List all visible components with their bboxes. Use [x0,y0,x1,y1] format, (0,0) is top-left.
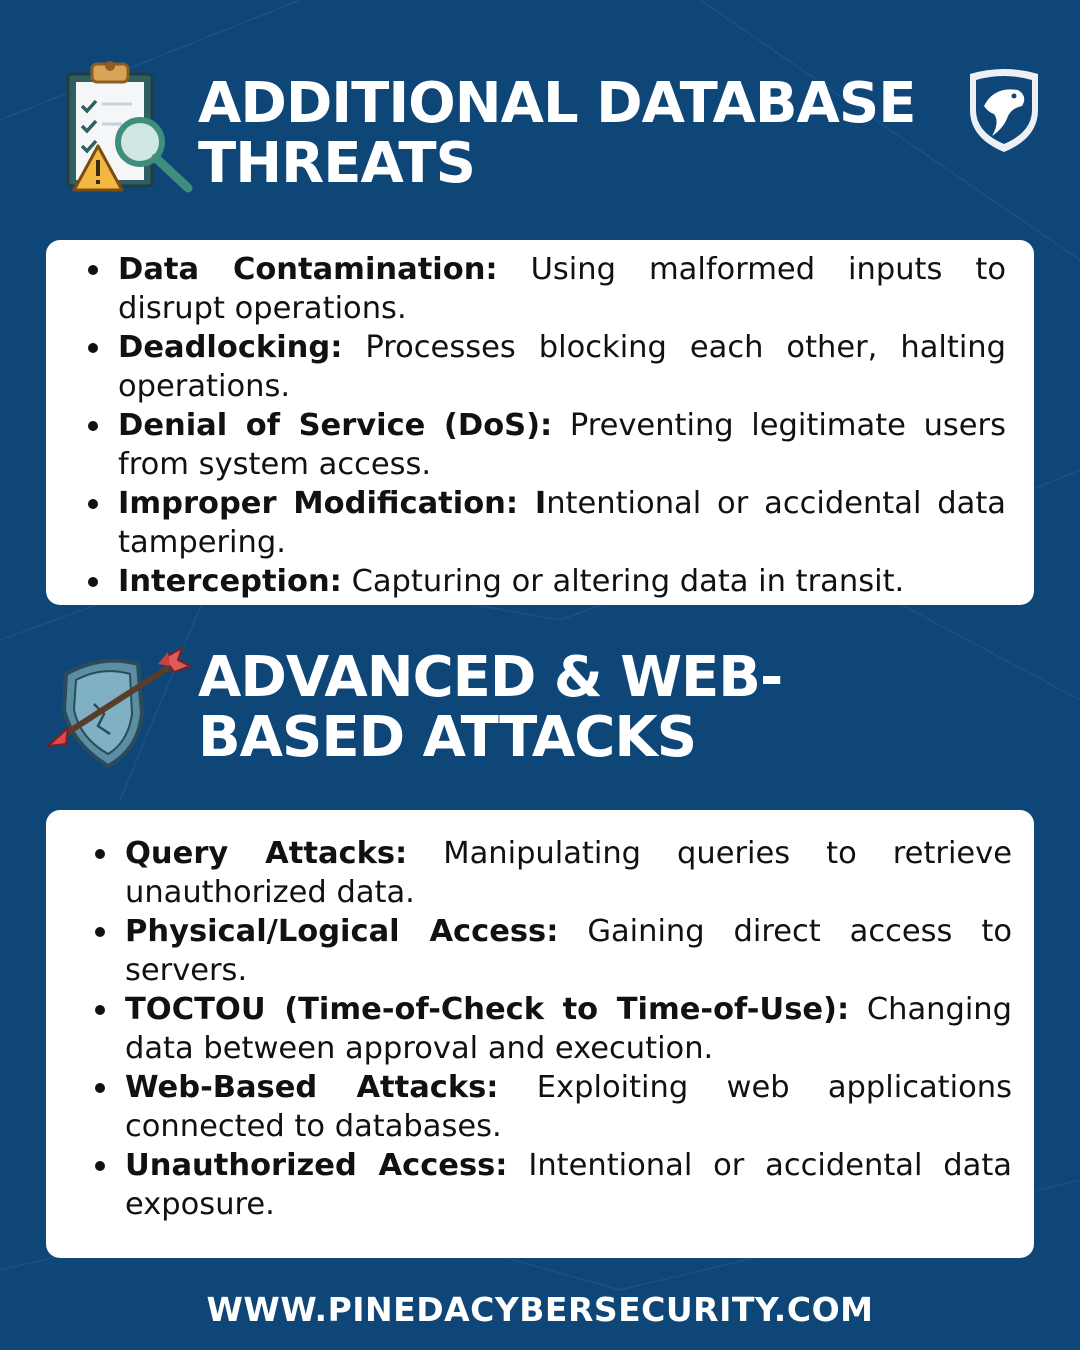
list-item [118,562,1006,601]
item-term: Deadlocking: [118,330,343,365]
list-item [118,250,1006,328]
item-term: Data Contamination: [118,252,498,287]
list-item [125,834,1012,912]
item-description: Manipulating queries to retrieve unauthorized data. [125,836,1012,910]
section-title-web-attacks [198,645,783,770]
list-item [125,990,1012,1068]
item-term: TOCTOU (Time-of-Check to Time-of-Use): [125,992,850,1027]
item-term: Unauthorized Access: [125,1148,508,1183]
item-term: Improper Modification: I [118,486,547,521]
list-item [118,406,1006,484]
item-description: Preventing legitimate users from system access. [118,408,1006,482]
item-description: Using malformed inputs to disrupt operations. [118,252,1006,326]
website-url[interactable]: WWW.PINEDACYBERSECURITY.COM [206,1290,874,1329]
title-line: THREATS [198,131,475,196]
item-term: Denial of Service (DoS): [118,408,553,443]
eagle-shield-logo [964,66,1044,154]
clipboard-magnifier-warning-icon [62,56,196,196]
item-term: Interception: [118,564,342,599]
title-line: BASED ATTACKS [198,705,697,770]
section-title-database-threats [198,71,916,196]
item-description: Capturing or altering data in transit. [341,564,905,599]
threat-list [118,250,1006,601]
list-item [125,912,1012,990]
list-item [118,328,1006,406]
item-term: Physical/Logical Access: [125,914,559,949]
list-item [118,484,1006,562]
item-description: ntentional or accidental data tampering. [118,486,1006,560]
item-term: Query Attacks: [125,836,408,871]
title-line: ADDITIONAL DATABASE [198,71,916,136]
title-line: ADVANCED & WEB- [198,645,783,710]
list-item [125,1068,1012,1146]
item-description: Gaining direct access to servers. [125,914,1012,988]
list-item [125,1146,1012,1224]
item-description: Exploiting web applications connected to databases. [125,1070,1012,1144]
web-attacks-card [46,810,1034,1258]
attack-list [125,834,1012,1224]
shield-arrow-icon [46,644,192,770]
item-description: Intentional or accidental data exposure. [125,1148,1012,1222]
item-term: Web-Based Attacks: [125,1070,499,1105]
database-threats-card [46,240,1034,605]
item-description: Changing data between approval and execution. [125,992,1012,1066]
item-description: Processes blocking each other, halting operations. [118,330,1006,404]
